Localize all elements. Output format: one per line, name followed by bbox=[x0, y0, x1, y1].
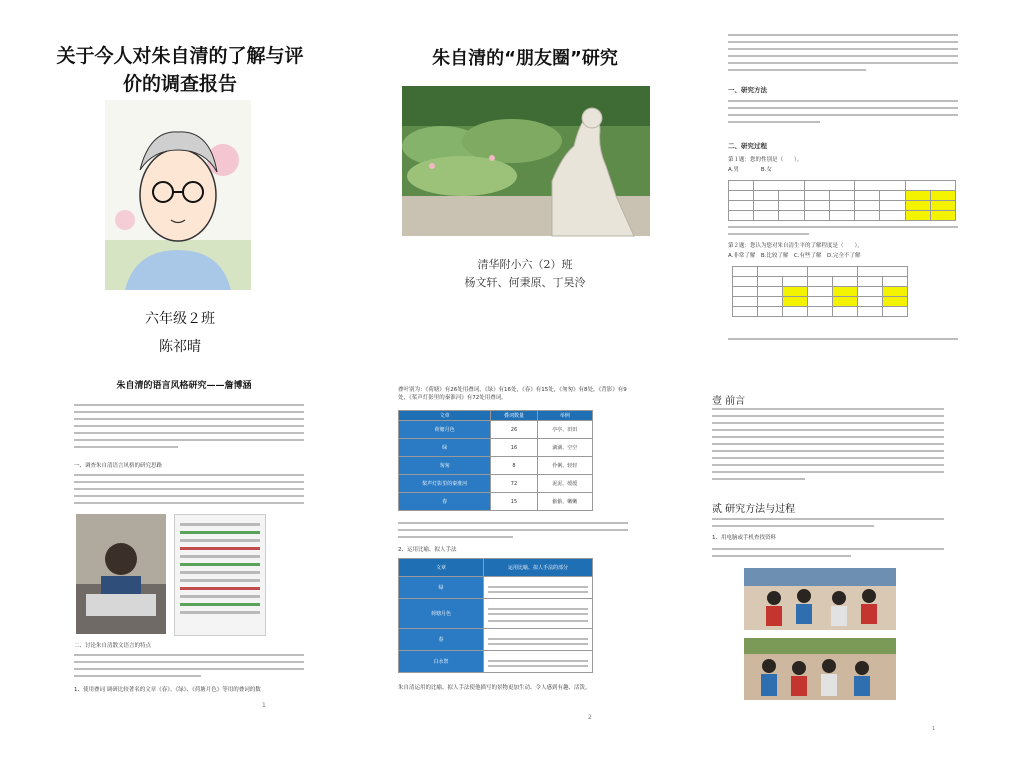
cover-grade: 六年级２班 bbox=[145, 311, 215, 327]
intro-paragraph bbox=[728, 34, 958, 76]
page-2-cover bbox=[380, 20, 670, 350]
survey-table-2 bbox=[732, 266, 908, 317]
metaphor-table: 文章 运用比喻、拟人手法的部分 绿 荷塘月色 春 白水祭 bbox=[398, 558, 593, 673]
data-screenshot bbox=[174, 514, 266, 636]
statue-photo bbox=[402, 86, 650, 236]
survey-table-1 bbox=[728, 180, 956, 221]
section-process: 二、研究过程 bbox=[728, 142, 767, 150]
intro-text: 叠叶别为：《荷塘》有26处用叠词，《绿》有16处，《春》有15处，《匆匆》有8处，《背影》有9处，《桨声灯影里的秦淮河》有72处用叠词。 bbox=[398, 387, 627, 401]
heading-1: 一、调查朱自清语言风格的研究思路 bbox=[74, 463, 163, 469]
question-2: 第２题：您认为您对朱自清生平的了解程度是（ ）。 bbox=[728, 243, 863, 249]
students-photo bbox=[76, 514, 166, 634]
cover-authors: 杨文轩、何秉原、丁昊泠 bbox=[464, 276, 586, 289]
class-photo-2 bbox=[744, 638, 896, 700]
section-method: 一、研究方法 bbox=[728, 86, 767, 94]
page-4-language-style bbox=[34, 362, 334, 730]
question-1-options: A.男 B.女 bbox=[728, 167, 772, 173]
portrait-drawing bbox=[105, 100, 251, 290]
cover-title: 朱自清的“朋友圈”研究 bbox=[432, 48, 618, 69]
class-photo-1 bbox=[744, 568, 896, 630]
page-3-survey bbox=[698, 20, 998, 350]
cover-name: 陈祁晴 bbox=[159, 339, 201, 355]
page-1-cover bbox=[30, 20, 330, 355]
question-1: 第１题：您的性别是（ ）。 bbox=[728, 157, 803, 163]
heading-preface: 壹 前言 bbox=[712, 396, 746, 407]
page-5-tables bbox=[362, 362, 662, 730]
page-title: 朱自清的语言风格研究——詹博涵 bbox=[116, 381, 252, 391]
cover-class: 清华附小六（2）班 bbox=[477, 258, 573, 271]
list-item-1: 1、使用叠词 调研比较著名的文章《春》、《绿》、《荷塘月色》等用的叠词的数 bbox=[74, 687, 261, 693]
page-6-preface bbox=[704, 362, 1000, 740]
cover-title: 关于今人对朱自清的了解与评 价的调查报告 bbox=[56, 45, 304, 95]
page-number: 1 bbox=[932, 726, 936, 732]
heading-2: 二、讨论朱自清散文语言的特点 bbox=[74, 643, 152, 649]
page-number: 1 bbox=[262, 702, 266, 709]
item-1: 1、用电脑或手机查找资料 bbox=[712, 535, 777, 541]
question-2-options: A.非常了解 B.比较了解 C.有些了解 D.完全不了解 bbox=[728, 253, 861, 259]
reduplication-table: 文章 叠词数量 举例 荷塘月色 26 亭亭、田田 绿 16 滴滴、空空 匆匆 8 伶俐、轻轻 桨声灯影里的秦淮河 72 泥泥、缓缓 春 15 偷偷、嫩嫩 bbox=[398, 410, 593, 511]
footer-text: 朱自清运用的比喻、拟人手法使他描写的景物更加生动、令人感到有趣、活泼。 bbox=[398, 685, 591, 691]
heading-method: 贰 研究方法与过程 bbox=[712, 504, 796, 515]
item-2: 2、运用比喻、拟人手法 bbox=[398, 547, 457, 553]
page-number: 2 bbox=[588, 714, 592, 721]
